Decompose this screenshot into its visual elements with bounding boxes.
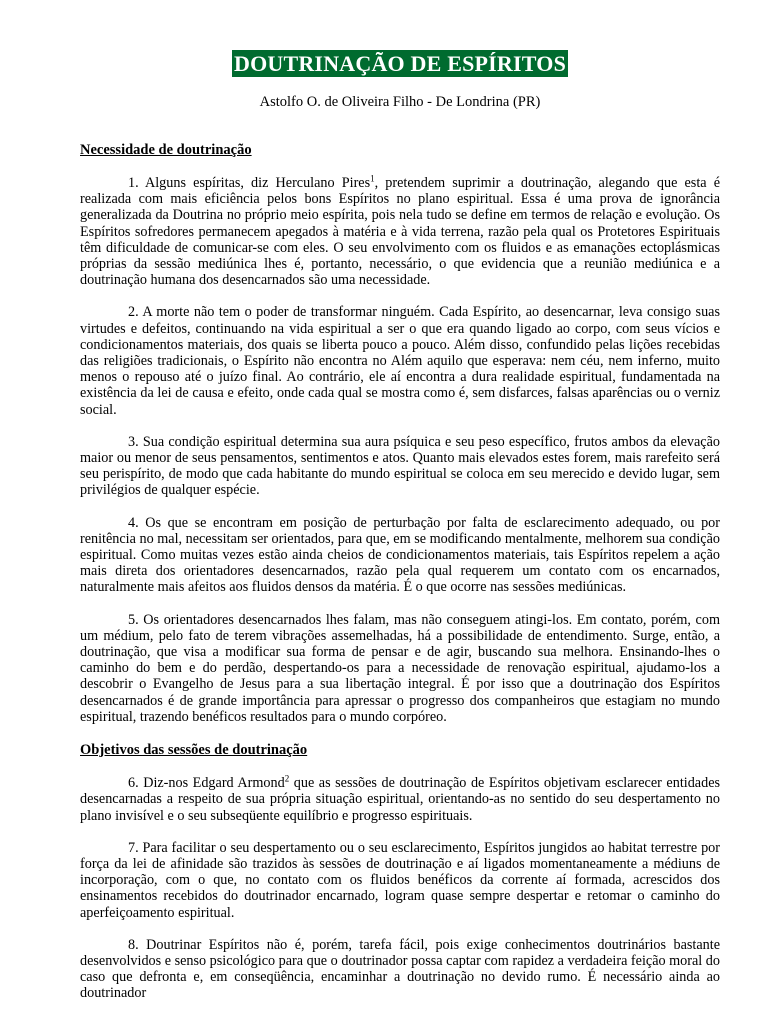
paragraph-text: 4. Os que se encontram em posição de perturbação por falta de esclarecimento adequado, ou por renitência no mal, necessitam ser orientados, para que, em se modificando mentalmente, melhorem sua condição espiritual. Como muitas vezes estão ainda cheios de condicionamentos materiais, tais Espíritos repelem a ação mais direta dos orientadores desencarnados, razão pela qual requerem um contato com os encarnados, naturalmente mais afeitos aos fluidos densos da matéria. É o que ocorre nas sessões mediúnicas. xyxy=(80,514,720,596)
document-title: DOUTRINAÇÃO DE ESPÍRITOS xyxy=(233,51,567,76)
paragraph-6 xyxy=(80,775,720,824)
footnote-marker: 2 xyxy=(284,773,290,784)
paragraph-text: 3. Sua condição espiritual determina sua aura psíquica e seu peso específico, frutos ambos da elevação maior ou menor de seus pensamentos, sentimentos e atos. Quanto mais elevados estes forem, mais rarefeito será seu perispírito, de modo que cada habitante do mundo espiritual se coloca em seu merecido e devido lugar, sem privilégios de qualquer espécie. xyxy=(80,433,720,499)
paragraph-text: 7. Para facilitar o seu despertamento ou o seu esclarecimento, Espíritos jungidos ao habitat terrestre por força da lei de afinidade são trazidos às sessões de doutrinação e aí ligados momentaneamente a médiuns de incorporação, com o que, no contato com os fluidos benéficos da corrente aí formada, acrescidos dos ensinamentos recebidos do doutrinador encarnado, logram quase sempre despertar e retomar o caminho do aperfeiçoamento espiritual. xyxy=(80,839,720,921)
paragraph-text: 5. Os orientadores desencarnados lhes falam, mas não conseguem atingi-los. Em contato, porém, com um médium, pelo fato de terem vibrações assemelhadas, há a possibilidade de entendimento. Surge, então, a doutrinação, que visa a modificar sua forma de pensar e de agir, buscando sua melhora. Ensinando-lhes o caminho do bem e do perdão, despertando-os para a necessidade de renovação espiritual, ajudamo-los a descobrir o Evangelho de Jesus para a sua libertação integral. É por isso que a doutrinação dos Espíritos desencarnados é de grande importância para apressar o progresso dos companheiros que estagiam no mundo espiritual, trazendo benéficos resultados para o mundo corpóreo. xyxy=(80,611,720,725)
paragraph-text: 1. Alguns espíritas, diz Herculano Pires xyxy=(128,175,371,191)
paragraph-1 xyxy=(80,175,720,288)
paragraph-4 xyxy=(80,515,720,596)
paragraph-8 xyxy=(80,937,720,1002)
paragraph-text: 6. Diz-nos Edgard Armond xyxy=(128,775,285,792)
title-wrapper xyxy=(80,50,720,77)
paragraph-text: que as sessões de doutrinação de Espíritos objetivam esclarecer entidades desencarnadas a respeito de sua própria situação espiritual, orientando-as no sentido do seu despertamento no plano invisível e o seu subseqüente equilíbrio e progresso espirituais. xyxy=(80,775,721,824)
paragraph-text: 8. Doutrinar Espíritos não é, porém, tarefa fácil, pois exige conhecimentos doutrinários bastante desenvolvidos e senso psicológico para que o doutrinador possa captar com rapidez a verdadeira feição moral do caso que defronta e, em conseqüência, encaminhar a doutrinação no devido rumo. É necessário ainda ao doutrinador xyxy=(80,936,720,1002)
paragraph-text: , pretendem suprimir a doutrinação, alegando que esta é realizada com mais eficiência pelos bons Espíritos no plano espiritual. Essa é uma prova de ignorância generalizada da Doutrina no próprio meio espírita, pois nela tudo se define em termos de relação e evolução. Os Espíritos sofredores permanecem apegados à matéria e à vida terrena, razão pela qual os Protetores Espirituais têm dificuldade de comunicar-se com eles. O seu envolvimento com os fluidos e as emanações ectoplásmicas próprias da sessão mediúnica lhes é, portanto, necessário, o que evidencia que a reunião mediúnica e a doutrinação humana dos desencarnados são uma necessidade. xyxy=(80,175,720,289)
paragraph-2 xyxy=(80,304,720,417)
paragraph-7 xyxy=(80,840,720,921)
document-author: Astolfo O. de Oliveira Filho - De Londrina (PR) xyxy=(259,94,541,110)
section-heading-objetivos: Objetivos das sessões de doutrinação xyxy=(80,742,308,759)
paragraph-3 xyxy=(80,434,720,499)
section-heading-necessidade: Necessidade de doutrinação xyxy=(80,142,252,158)
paragraph-5 xyxy=(80,612,720,725)
paragraph-text: 2. A morte não tem o poder de transformar ninguém. Cada Espírito, ao desencarnar, leva consigo suas virtudes e defeitos, continuando na vida espiritual a ser o que era quando ligado ao corpo, com seus vícios e condicionamentos materiais, dos quais se liberta pouco a pouco. Além disso, confundido pelas lições recebidas das religiões tradicionais, o Espírito não encontra no Além aquilo que esperava: nem céu, nem inferno, muito menos o repouso até o juízo final. Ao contrário, ele aí encontra a dura realidade espiritual, fundamentada na existência da lei de causa e efeito, onde cada qual se mostra como é, sem disfarces, falsas aparências ou o verniz social. xyxy=(80,304,720,418)
footnote-marker: 1 xyxy=(370,173,375,184)
